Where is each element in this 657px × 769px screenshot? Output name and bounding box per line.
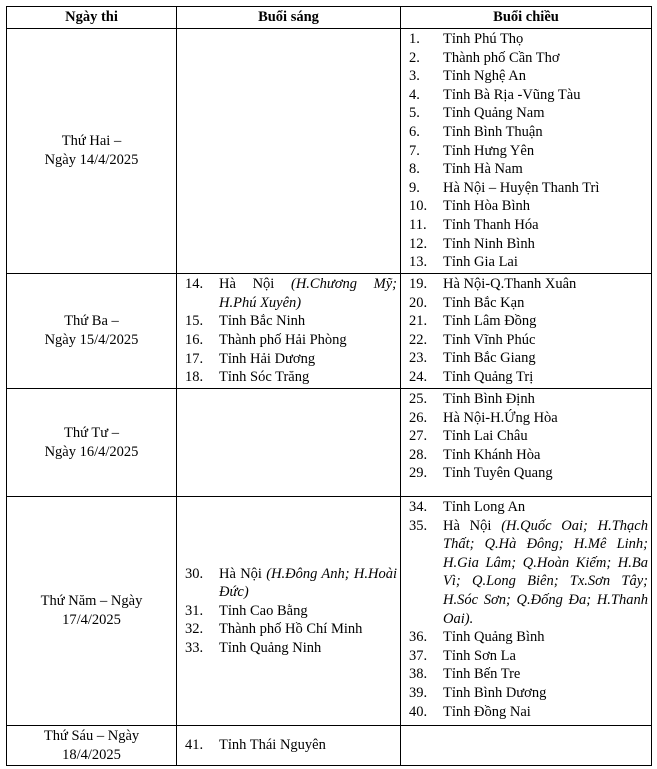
day-cell	[7, 29, 177, 274]
item-text	[443, 216, 651, 235]
list-item	[401, 349, 651, 368]
item-note: (H.Quốc Oai; H.Thạch Thất; Q.Hà Đông; H.Mê Linh; H.Gia Lâm; Q.Hoàn Kiếm; H.Ba Vì; Q.Long Biên; Tx.Sơn Tây; H.Sóc Sơn; Q.Đống Đa; H.Thanh Oai).	[443, 517, 648, 627]
list-item	[401, 517, 651, 629]
afternoon-cell	[401, 29, 652, 274]
morning-cell	[177, 29, 401, 274]
list-item	[177, 620, 400, 639]
item-number: 14.	[185, 276, 204, 293]
item-name: Tỉnh Sóc Trăng	[219, 369, 310, 386]
item-name: Tỉnh Nghệ An	[443, 68, 526, 85]
day-cell	[7, 726, 177, 766]
list-item	[401, 368, 651, 387]
item-number: 30.	[185, 565, 204, 582]
item-number: 19.	[409, 276, 428, 292]
item-text	[443, 123, 651, 142]
list-item	[401, 498, 651, 517]
item-name: Tỉnh Bến Tre	[443, 666, 521, 683]
list-item	[177, 565, 400, 602]
day-line: Ngày 15/4/2025	[44, 332, 139, 348]
item-number: 37.	[409, 647, 428, 664]
item-number: 21.	[409, 313, 428, 330]
item-number: 31.	[185, 602, 204, 619]
list-item	[401, 665, 651, 684]
item-name: Tỉnh Bình Dương	[443, 684, 547, 701]
list-item	[401, 427, 651, 446]
item-number: 18.	[185, 369, 204, 386]
item-number: 23.	[409, 350, 428, 367]
item-number: 22.	[409, 331, 428, 348]
item-name: Tỉnh Lâm Đồng	[443, 313, 537, 330]
item-text	[443, 294, 651, 313]
item-number: 8.	[409, 161, 420, 178]
item-number: 32.	[185, 621, 204, 638]
item-name: Tỉnh Vĩnh Phúc	[443, 331, 536, 348]
table-row	[7, 497, 652, 726]
item-number: 3.	[409, 68, 420, 85]
list-item	[401, 49, 651, 68]
item-text	[443, 390, 651, 409]
table-row	[7, 29, 652, 274]
item-text	[443, 235, 651, 254]
morning-cell	[177, 726, 401, 766]
list-item	[401, 142, 651, 161]
day-line: Thứ Ba –	[64, 313, 119, 329]
item-text	[443, 665, 651, 684]
item-text	[443, 312, 651, 331]
item-name: Tỉnh Long An	[443, 499, 526, 515]
table-row	[7, 274, 652, 389]
item-name: Tỉnh Khánh Hòa	[443, 446, 541, 463]
afternoon-cell	[401, 497, 652, 726]
list-item	[401, 331, 651, 350]
item-number: 33.	[185, 639, 204, 656]
item-name: Tỉnh Quảng Ninh	[219, 639, 322, 656]
item-number: 2.	[409, 49, 420, 66]
list-item	[401, 30, 651, 49]
item-number: 40.	[409, 703, 428, 720]
item-name: Tỉnh Hòa Bình	[443, 198, 530, 215]
item-name: Tỉnh Quảng Nam	[443, 105, 545, 122]
morning-cell	[177, 274, 401, 389]
item-number: 28.	[409, 446, 428, 463]
item-name: Hà Nội	[443, 517, 502, 534]
day-line: 18/4/2025	[62, 746, 121, 763]
item-number: 7.	[409, 142, 420, 159]
item-text	[443, 253, 651, 272]
item-text	[443, 517, 651, 629]
list-item	[177, 368, 400, 387]
item-number: 20.	[409, 294, 428, 311]
list-item	[401, 179, 651, 198]
list-item	[401, 684, 651, 703]
item-text	[443, 197, 651, 216]
item-number: 12.	[409, 235, 428, 252]
item-text	[219, 565, 400, 602]
day-cell	[7, 389, 177, 497]
item-text	[443, 427, 651, 446]
item-text	[219, 350, 400, 369]
list-item	[401, 67, 651, 86]
list-item	[401, 197, 651, 216]
item-name: Tỉnh Quảng Bình	[443, 629, 545, 646]
item-name: Tỉnh Đồng Nai	[443, 703, 531, 720]
day-line: Thứ Sáu – Ngày	[43, 727, 140, 744]
item-name: Tỉnh Gia Lai	[443, 254, 518, 271]
afternoon-cell	[401, 726, 652, 766]
item-name: Tỉnh Cao Bằng	[219, 602, 308, 619]
item-text	[219, 312, 400, 331]
item-number: 16.	[185, 332, 204, 348]
afternoon-list	[401, 498, 651, 721]
list-item	[401, 312, 651, 331]
item-number: 1.	[409, 31, 420, 47]
item-number: 27.	[409, 428, 428, 445]
list-item	[401, 647, 651, 666]
item-name: Thành phố Hồ Chí Minh	[219, 621, 363, 638]
item-name: Tỉnh Tuyên Quang	[443, 465, 553, 482]
item-name: Thành phố Cần Thơ	[443, 49, 560, 66]
item-number: 11.	[409, 216, 427, 233]
header-morning: Buổi sáng	[177, 7, 401, 29]
item-number: 13.	[409, 254, 428, 271]
list-item	[177, 331, 400, 350]
list-item	[177, 602, 400, 621]
item-number: 36.	[409, 629, 428, 646]
list-item	[177, 350, 400, 369]
item-name: Tỉnh Phú Thọ	[443, 31, 524, 47]
day-cell	[7, 497, 177, 726]
item-name: Hà Nội – Huyện Thanh Trì	[443, 179, 600, 196]
list-item	[401, 86, 651, 105]
item-name: Tỉnh Thái Nguyên	[219, 737, 326, 754]
item-name: Tỉnh Hưng Yên	[443, 142, 535, 159]
item-name: Tỉnh Bình Thuận	[443, 123, 543, 140]
item-text	[443, 179, 651, 198]
list-item	[401, 390, 651, 409]
item-text	[443, 368, 651, 387]
item-number: 34.	[409, 499, 428, 515]
item-number: 35.	[409, 517, 428, 534]
day-line: 17/4/2025	[62, 612, 121, 628]
list-item	[177, 639, 400, 658]
item-text	[219, 620, 400, 639]
table-row	[7, 389, 652, 497]
item-text	[219, 602, 400, 621]
item-number: 24.	[409, 368, 428, 385]
item-number: 15.	[185, 313, 204, 330]
list-item	[401, 275, 651, 294]
item-number: 39.	[409, 684, 428, 701]
item-text	[443, 67, 651, 86]
item-name: Tỉnh Sơn La	[443, 647, 516, 664]
item-name: Hà Nội-Q.Thanh Xuân	[443, 276, 577, 292]
list-item	[177, 275, 400, 312]
item-text	[219, 639, 400, 658]
item-name: Tỉnh Lai Châu	[443, 428, 528, 445]
list-item	[401, 253, 651, 272]
list-item	[401, 104, 651, 123]
item-text	[443, 49, 651, 68]
item-text	[443, 703, 651, 722]
item-name: Hà Nội	[219, 276, 291, 293]
list-item	[401, 409, 651, 428]
item-number: 25.	[409, 391, 428, 407]
list-item	[177, 736, 400, 755]
item-text	[219, 331, 400, 350]
item-name: Hà Nội-H.Ứng Hòa	[443, 409, 558, 426]
item-number: 4.	[409, 86, 420, 103]
item-name: Tỉnh Quảng Trị	[443, 368, 534, 385]
item-name: Tỉnh Hà Nam	[443, 161, 523, 178]
item-name: Tỉnh Bắc Kạn	[443, 294, 525, 311]
day-line: Ngày 14/4/2025	[44, 152, 139, 168]
afternoon-list	[401, 275, 651, 387]
morning-list	[177, 275, 400, 387]
item-number: 9.	[409, 179, 420, 196]
item-number: 29.	[409, 465, 428, 482]
item-text	[443, 30, 651, 49]
item-number: 41.	[185, 737, 204, 754]
day-cell	[7, 274, 177, 389]
item-text	[443, 409, 651, 428]
afternoon-list	[401, 390, 651, 483]
afternoon-list	[401, 30, 651, 272]
list-item	[401, 703, 651, 722]
item-text	[443, 498, 651, 517]
item-note: (H.Đông Anh; H.Hoài Đức)	[219, 565, 397, 601]
list-item	[401, 160, 651, 179]
item-name: Tỉnh Bắc Ninh	[219, 313, 306, 330]
item-text	[219, 736, 400, 755]
afternoon-cell	[401, 389, 652, 497]
table-row	[7, 726, 652, 766]
item-number: 6.	[409, 123, 420, 140]
item-text	[443, 104, 651, 123]
header-afternoon: Buổi chiều	[401, 7, 652, 29]
item-name: Tỉnh Bà Rịa -Vũng Tàu	[443, 86, 581, 103]
list-item	[401, 123, 651, 142]
exam-schedule-table	[6, 6, 652, 766]
list-item	[401, 464, 651, 483]
item-text	[219, 368, 400, 387]
day-line: Thứ Năm – Ngày	[40, 593, 143, 609]
morning-list	[177, 565, 400, 658]
item-name: Tỉnh Bình Định	[443, 391, 535, 407]
item-number: 10.	[409, 198, 428, 215]
item-text	[443, 628, 651, 647]
list-item	[401, 628, 651, 647]
list-item	[177, 312, 400, 331]
item-text	[443, 142, 651, 161]
header-day: Ngày thi	[7, 7, 177, 29]
item-note: (H.Chương Mỹ; H.Phú Xuyên)	[219, 276, 397, 311]
item-name: Tỉnh Thanh Hóa	[443, 216, 539, 233]
day-line: Thứ Hai –	[61, 133, 122, 149]
item-name: Tỉnh Ninh Bình	[443, 235, 535, 252]
item-text	[443, 331, 651, 350]
item-text	[443, 446, 651, 465]
item-name: Tỉnh Hải Dương	[219, 350, 316, 367]
header-row	[7, 7, 652, 29]
morning-list	[177, 736, 400, 755]
item-text	[443, 86, 651, 105]
morning-cell	[177, 389, 401, 497]
afternoon-cell	[401, 274, 652, 389]
item-name: Hà Nội	[219, 565, 267, 582]
item-text	[443, 464, 651, 483]
day-line: Ngày 16/4/2025	[44, 443, 139, 460]
list-item	[401, 294, 651, 313]
item-name: Thành phố Hải Phòng	[219, 332, 347, 348]
item-text	[443, 349, 651, 368]
item-text	[443, 160, 651, 179]
item-number: 17.	[185, 350, 204, 367]
item-number: 38.	[409, 666, 428, 683]
day-line: Thứ Tư –	[64, 424, 119, 441]
item-text	[443, 275, 651, 294]
item-text	[443, 684, 651, 703]
item-text	[443, 647, 651, 666]
morning-cell	[177, 497, 401, 726]
item-text	[219, 275, 400, 312]
item-name: Tỉnh Bắc Giang	[443, 350, 536, 367]
list-item	[401, 216, 651, 235]
item-number: 26.	[409, 409, 428, 426]
list-item	[401, 235, 651, 254]
item-number: 5.	[409, 105, 420, 122]
list-item	[401, 446, 651, 465]
